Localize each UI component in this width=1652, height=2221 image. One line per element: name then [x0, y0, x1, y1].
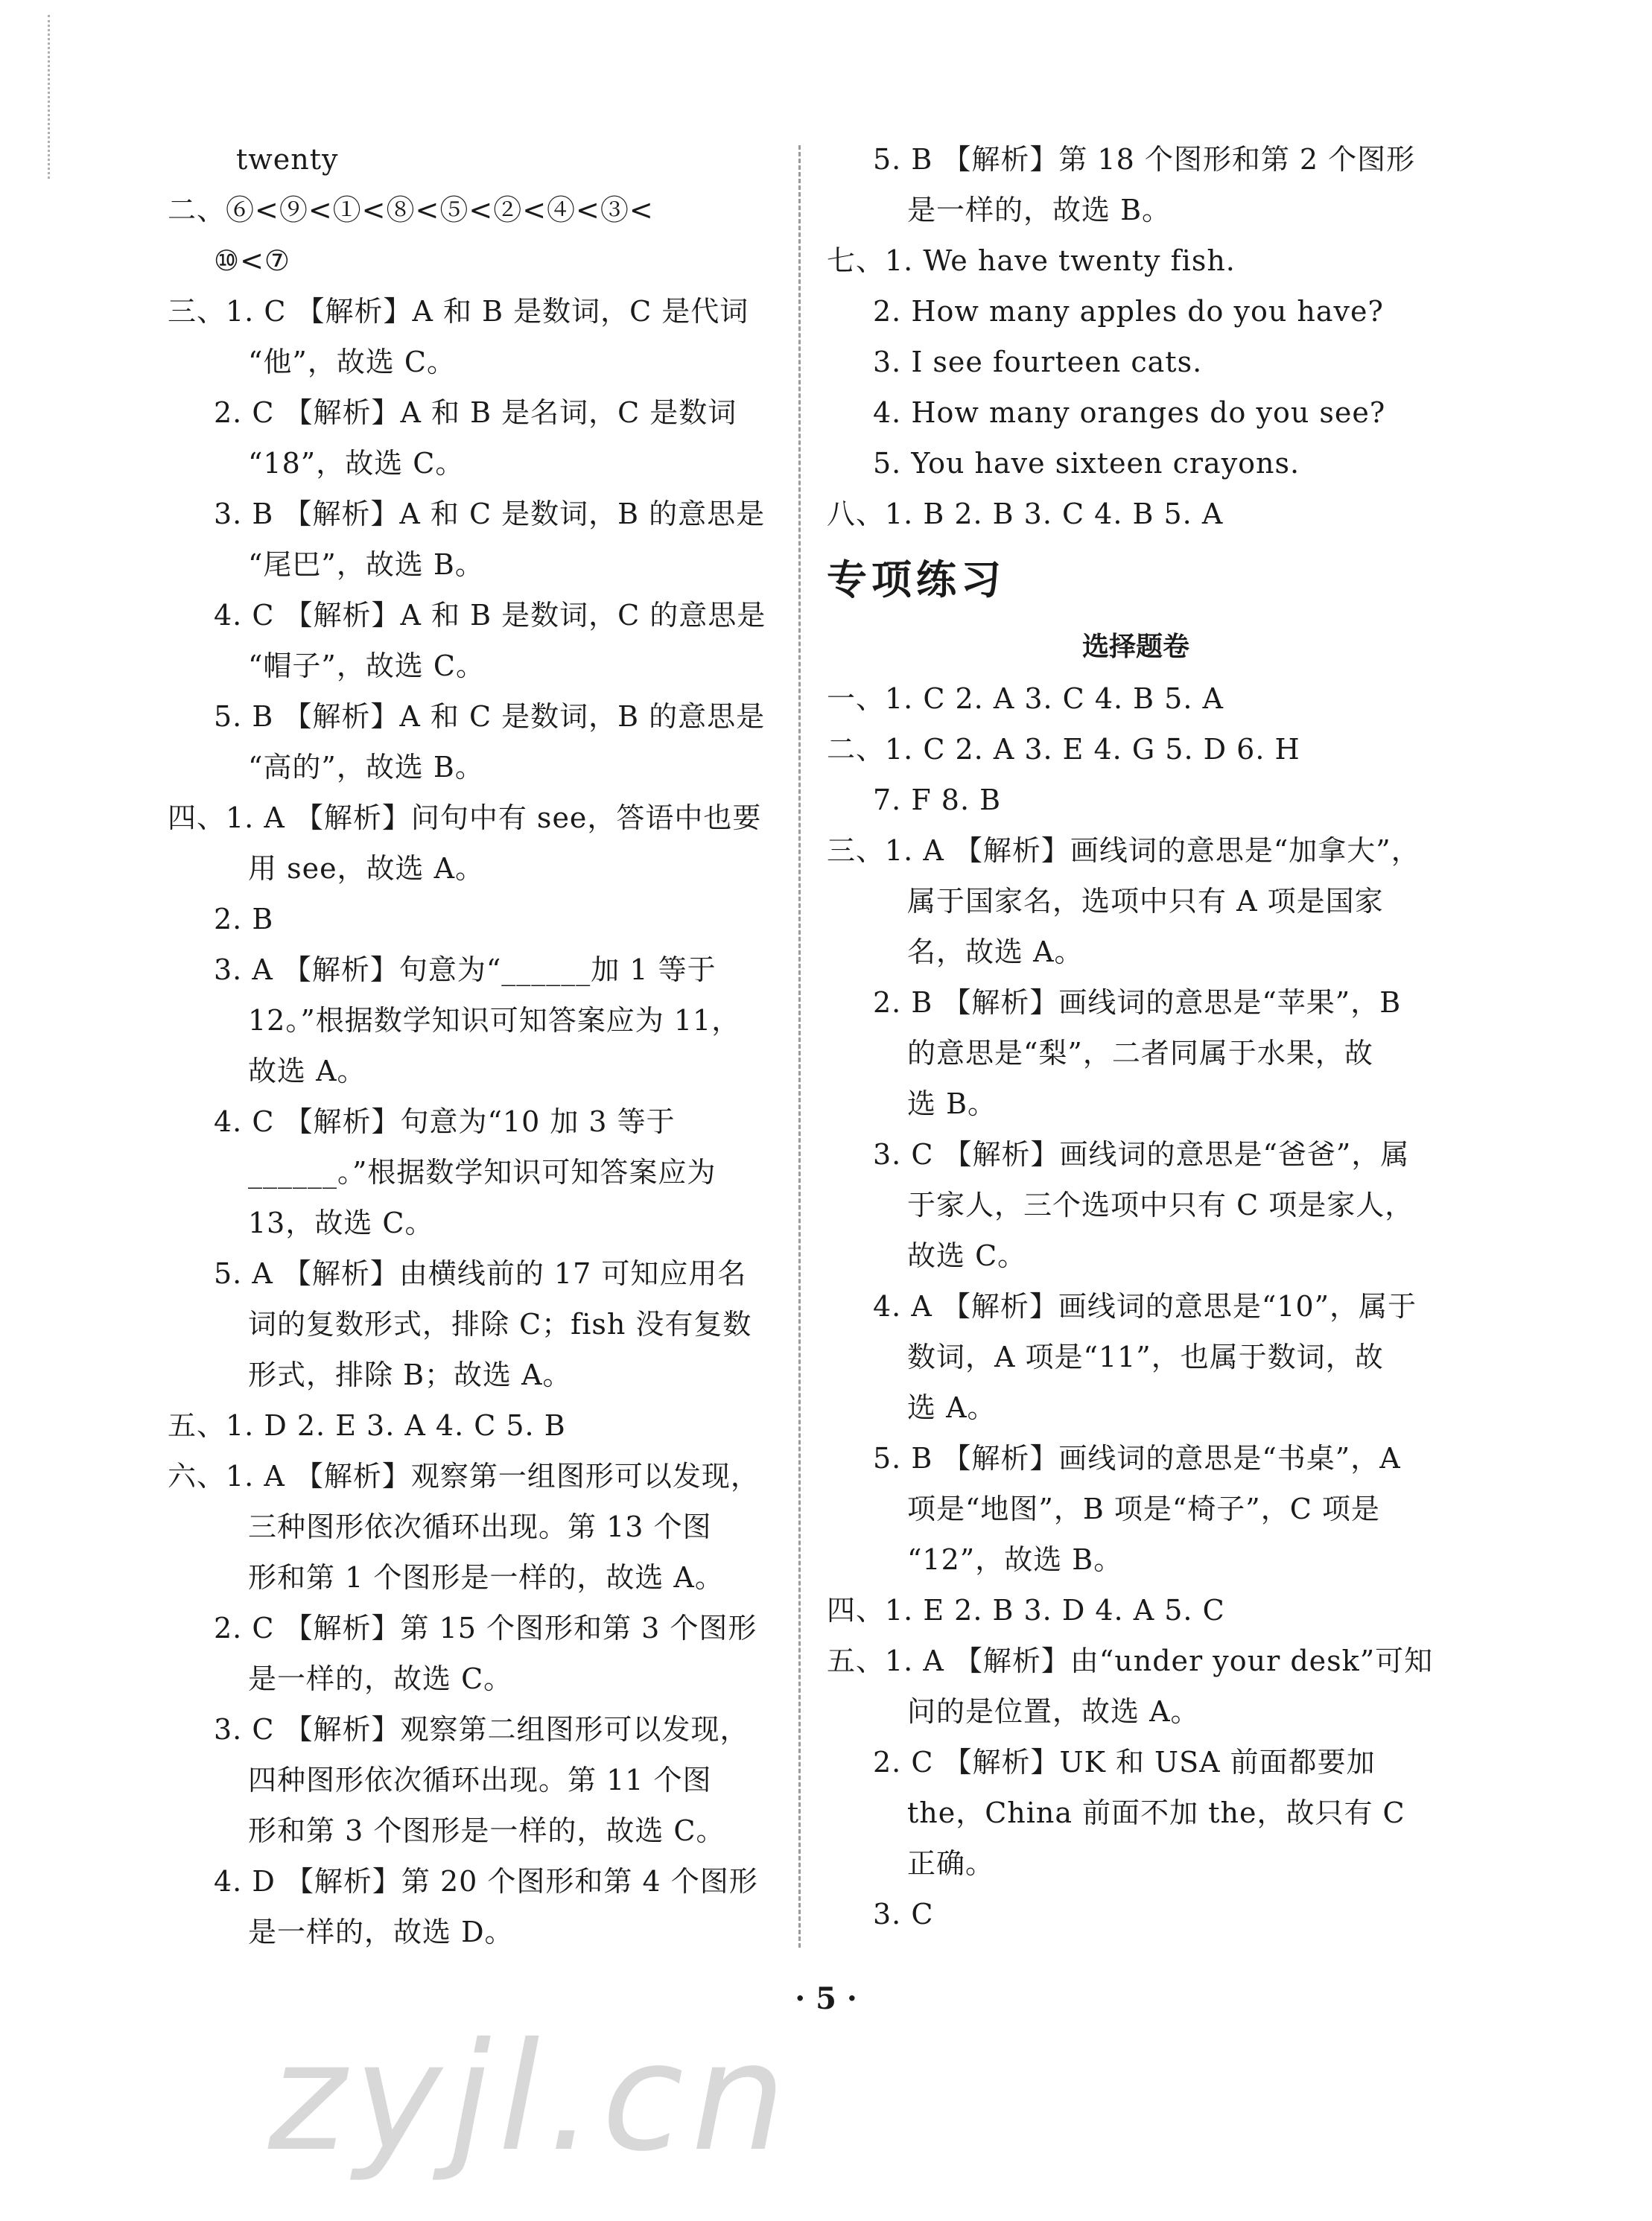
answer-line: 形和第 3 个图形是一样的，故选 C。 — [248, 1814, 725, 1847]
answer-line: 形和第 1 个图形是一样的，故选 A。 — [248, 1561, 724, 1594]
answer-line: 4. A 【解析】画线词的意思是“10”，属于 — [873, 1290, 1417, 1323]
section-title: 专项练习 — [827, 556, 1006, 603]
answer-line: 3. A 【解析】句意为“______加 1 等于 — [214, 953, 717, 986]
right-bottom-answers — [827, 673, 1445, 1939]
answer-line: 2. C 【解析】第 15 个图形和第 3 个图形 — [214, 1612, 757, 1645]
answer-line: 属于国家名，选项中只有 A 项是国家 — [907, 885, 1384, 918]
answer-line: 4. C 【解析】句意为“10 加 3 等于 — [214, 1105, 676, 1138]
answer-line: 5. B 【解析】画线词的意思是“书桌”，A — [873, 1442, 1401, 1475]
answer-line: 2. How many apples do you have? — [873, 295, 1384, 328]
answer-line: 一、1. C 2. A 3. C 4. B 5. A — [827, 682, 1224, 715]
section-subtitle: 选择题卷 — [1081, 632, 1189, 662]
answer-line: 三、1. C 【解析】A 和 B 是数词，C 是代词 — [168, 295, 749, 328]
answer-line: 是一样的，故选 D。 — [248, 1916, 514, 1948]
answer-line: 六、1. A 【解析】观察第一组图形可以发现， — [168, 1460, 760, 1493]
watermark: zyjl.cn — [268, 2011, 793, 2185]
column-divider — [798, 145, 801, 1948]
answer-line: 4. How many oranges do you see? — [873, 396, 1386, 429]
answer-line: “尾巴”，故选 B。 — [248, 548, 484, 581]
answer-line: 词的复数形式，排除 C；fish 没有复数 — [248, 1308, 752, 1341]
answer-line: 正确。 — [907, 1847, 995, 1880]
answer-line: 故选 C。 — [907, 1239, 1027, 1272]
answer-line: “高的”，故选 B。 — [248, 751, 484, 784]
left-column — [168, 134, 778, 1957]
answer-line: 三、1. A 【解析】画线词的意思是“加拿大”， — [827, 834, 1420, 867]
answer-line: 选 B。 — [907, 1087, 997, 1120]
binding-edge-marks — [48, 15, 57, 179]
answer-line: ⑩<⑦ — [214, 244, 290, 277]
answer-line: 七、1. We have twenty fish. — [827, 244, 1236, 277]
answer-line: 3. B 【解析】A 和 C 是数词，B 的意思是 — [214, 498, 766, 530]
answer-line: 三种图形依次循环出现。第 13 个图 — [248, 1510, 712, 1543]
page-number: · 5 · — [795, 1981, 857, 2016]
answer-line: 3. I see fourteen cats. — [873, 346, 1203, 378]
answer-line: 13，故选 C。 — [248, 1207, 434, 1239]
answer-line: 5. B 【解析】第 18 个图形和第 2 个图形 — [873, 143, 1416, 176]
answer-line: 7. F 8. B — [873, 784, 1002, 816]
answer-line: 2. B 【解析】画线词的意思是“苹果”，B — [873, 986, 1402, 1019]
answer-line: 的意思是“梨”，二者同属于水果，故 — [907, 1037, 1373, 1070]
right-column — [827, 134, 1445, 1939]
answer-line: ______。”根据数学知识可知答案应为 — [248, 1156, 717, 1189]
answer-line: 四、1. E 2. B 3. D 4. A 5. C — [827, 1594, 1225, 1627]
answer-line: 五、1. A 【解析】由“under your desk”可知 — [827, 1645, 1434, 1677]
answer-line: 名，故选 A。 — [907, 935, 1084, 968]
answer-line: 数词，A 项是“11”，也属于数词，故 — [907, 1341, 1384, 1373]
answer-line: 二、⑥<⑨<①<⑧<⑤<②<④<③< — [168, 194, 654, 226]
answer-line: 5. You have sixteen crayons. — [873, 447, 1300, 480]
answer-line: 2. B — [214, 903, 274, 935]
answer-line: 是一样的，故选 C。 — [248, 1662, 513, 1695]
answer-line: “18”，故选 C。 — [248, 447, 465, 480]
answer-line: 5. A 【解析】由横线前的 17 可知应用名 — [214, 1257, 747, 1290]
answer-line: “他”，故选 C。 — [248, 346, 457, 378]
answer-line: 二、1. C 2. A 3. E 4. G 5. D 6. H — [827, 733, 1300, 766]
answer-line: 用 see，故选 A。 — [248, 852, 485, 885]
answer-line: 3. C 【解析】画线词的意思是“爸爸”，属 — [873, 1138, 1410, 1171]
answer-line: the，China 前面不加 the，故只有 C — [907, 1796, 1405, 1829]
answer-line: 八、1. B 2. B 3. C 4. B 5. A — [827, 498, 1224, 530]
right-top-answers — [827, 134, 1445, 539]
answer-line: 3. C — [873, 1898, 934, 1931]
answer-line: 问的是位置，故选 A。 — [907, 1695, 1200, 1728]
answer-line: 4. C 【解析】A 和 B 是数词，C 的意思是 — [214, 599, 766, 632]
answer-line: 四种图形依次循环出现。第 11 个图 — [248, 1764, 712, 1796]
answer-line: 12。”根据数学知识可知答案应为 11， — [248, 1004, 741, 1037]
answer-line: 4. D 【解析】第 20 个图形和第 4 个图形 — [214, 1865, 758, 1898]
answer-line: 形式，排除 B；故选 A。 — [248, 1359, 572, 1391]
answer-line: 选 A。 — [907, 1391, 997, 1424]
answer-line: 3. C 【解析】观察第二组图形可以发现， — [214, 1713, 749, 1746]
answer-line: twenty — [236, 143, 339, 176]
answer-line: 故选 A。 — [248, 1055, 366, 1087]
answer-line: 是一样的，故选 B。 — [907, 194, 1172, 226]
answer-line: 项是“地图”，B 项是“椅子”，C 项是 — [907, 1493, 1380, 1525]
answer-line: 5. B 【解析】A 和 C 是数词，B 的意思是 — [214, 700, 766, 733]
answer-line: “12”，故选 B。 — [907, 1543, 1123, 1576]
answer-line: 五、1. D 2. E 3. A 4. C 5. B — [168, 1409, 566, 1442]
answer-line: “帽子”，故选 C。 — [248, 649, 486, 682]
answer-line: 2. C 【解析】UK 和 USA 前面都要加 — [873, 1746, 1376, 1779]
answer-line: 于家人，三个选项中只有 C 项是家人， — [907, 1189, 1414, 1221]
answer-line: 四、1. A 【解析】问句中有 see，答语中也要 — [168, 801, 762, 834]
answer-line: 2. C 【解析】A 和 B 是名词，C 是数词 — [214, 396, 737, 429]
